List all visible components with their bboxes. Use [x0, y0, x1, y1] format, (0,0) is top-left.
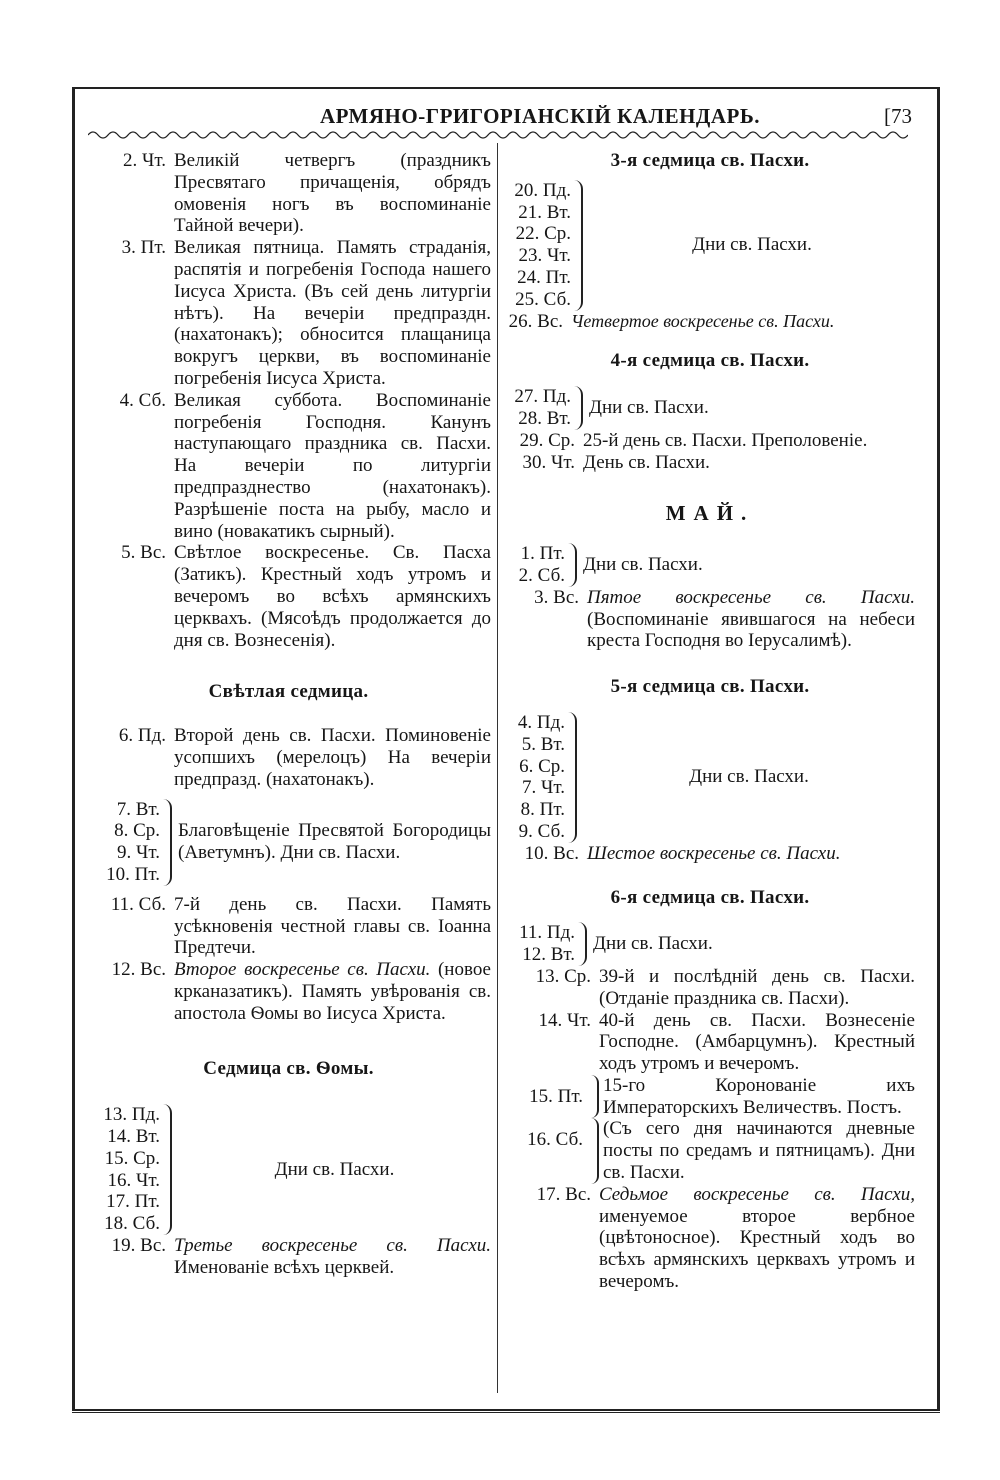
entry-text [599, 1184, 915, 1293]
brace-glyph [565, 543, 577, 587]
page-frame-bottom-rule [72, 1412, 940, 1413]
entry-date: 11. Пд. [519, 922, 575, 944]
column-divider [497, 143, 498, 1393]
group-text: Благовѣщеніе Пресвятой Богородицы (Аветумнъ). Дни св. Пасхи. [178, 820, 491, 864]
brace-glyph [591, 1118, 599, 1183]
entry-date: 8. Пт. [520, 799, 565, 821]
brace-glyph [160, 799, 172, 886]
calendar-entry [505, 843, 915, 865]
calendar-entry [86, 390, 491, 543]
section-heading: Седмица св. Ѳомы. [203, 1058, 374, 1080]
entry-text: Великая суббота. Воспоминаніе погребенія Господня. Канунъ наступающаго праздника св. Пасхи. На вечеріи по литургіи предпразднество (нахатонакъ). Разрѣшеніе поста на рыбу, масло и вино (новакатикъ сырный). [174, 389, 491, 542]
calendar-entry [86, 959, 491, 1024]
entry-date: 10. Вс. [524, 842, 579, 864]
calendar-entry [505, 1184, 915, 1293]
entry-date: 5. Вс. [121, 542, 166, 564]
sunday-title: Пятое воскресенье св. Пасхи. [587, 586, 915, 608]
entry-text: Свѣтлое воскресенье. Св. Пасха (Затикъ). Крестный ходъ утромъ и вечеромъ во всѣхъ армянскихъ церквахъ. (Мясоѣдъ продолжается до дня св. Вознесенія). [174, 542, 491, 651]
date-group [505, 543, 915, 587]
date-group [505, 712, 915, 843]
calendar-entry [505, 452, 915, 474]
entry-date: 13. Ср. [535, 965, 591, 987]
entry-date: 2. Сб. [518, 564, 565, 586]
group-text: Дни св. Пасхи. [689, 766, 809, 788]
entry-date: 2. Чт. [123, 150, 166, 171]
group-text: Дни св. Пасхи. [583, 554, 703, 576]
calendar-entry [505, 1010, 915, 1075]
entry-date: 17. Пт. [106, 1191, 160, 1213]
entry-date: 17. Вс. [536, 1183, 591, 1205]
calendar-entry [86, 725, 491, 790]
entry-date: 6. Ср. [519, 755, 565, 777]
entry-date: 30. Чт. [522, 451, 575, 473]
page-header [80, 104, 930, 130]
brace-glyph [571, 386, 583, 430]
entry-date: 7. Вт. [116, 798, 160, 820]
entry-text-body: Именованіе всѣхъ церквей. [174, 1256, 395, 1278]
section-heading: Свѣтлая седмица. [208, 681, 369, 703]
entry-text: Великая пятница. Память страданія, распятія и погребенія Господа нашего Іисуса Христа. (Въ сей день литургіи нѣтъ). На вечеріи предпраздн. (нахатонакъ); обносится плащаница вокругъ церкви, въ воспоминаніе погребенія Іисуса Христа. [174, 237, 491, 389]
left-column [86, 150, 491, 1279]
entry-text [174, 1235, 491, 1279]
group-dates [505, 180, 571, 311]
entry-date: 20. Пд. [514, 179, 571, 201]
entry-date: 27. Пд. [514, 386, 571, 408]
entry-date: 12. Вс. [111, 959, 166, 981]
group-dates [505, 712, 565, 843]
group-dates [505, 386, 571, 430]
entry-date: 10. Пт. [106, 863, 160, 885]
wavy-rule [88, 129, 908, 141]
entry-date: 4. Пд. [517, 711, 565, 733]
entry-text: 39-й и послѣдній день св. Пасхи. (Отданіе праздника св. Пасхи). [599, 965, 915, 1009]
entry-date: 12. Вт. [522, 944, 575, 966]
brace-glyph [571, 180, 583, 311]
page-number: [73 [884, 104, 912, 128]
calendar-entry [86, 150, 491, 237]
entry-date: 9. Чт. [117, 842, 160, 864]
brace-glyph [575, 922, 587, 966]
group-text: Дни св. Пасхи. [593, 933, 713, 955]
entry-date: 3. Пт. [121, 237, 166, 259]
calendar-entry [86, 894, 491, 959]
entry-date: 21. Вт. [518, 201, 571, 223]
date-group [86, 1104, 491, 1235]
sunday-title: Шестое воскресенье св. Пасхи. [587, 842, 841, 864]
brace-glyph [160, 1104, 172, 1235]
brace-glyph [565, 712, 577, 843]
entry-date: 15. Пт. [529, 1085, 583, 1107]
calendar-entry [505, 430, 915, 452]
calendar-entry [86, 542, 491, 651]
group-text: Дни св. Пасхи. [589, 397, 709, 419]
calendar-entry [505, 587, 915, 652]
entry-text-body: именуемое второе вербное (цвѣтоносное). Крестный ходъ во всѣхъ армянскихъ церквахъ утромъ и вечеромъ. [599, 1205, 915, 1293]
entry-date: 14. Чт. [538, 1009, 591, 1031]
section-heading: 3-я седмица св. Пасхи. [610, 150, 810, 171]
section-heading: 6-я седмица св. Пасхи. [610, 886, 810, 908]
entry-text [174, 959, 491, 1024]
entry-date: 9. Сб. [518, 820, 565, 842]
sunday-title: Второе воскресенье св. Пасхи. [174, 959, 431, 981]
entry-text: 25-й день св. Пасхи. Преполовеніе. [583, 429, 868, 451]
entry-text: Великій четвергъ (праздникъ Пресвятаго причащенія, обрядъ омовенія ногъ въ воспоминаніе Тайной вечери). [174, 150, 491, 237]
brace-glyph [591, 1075, 599, 1119]
entry-date: 24. Пт. [517, 266, 571, 288]
entry-date: 18. Сб. [104, 1213, 160, 1235]
entry-date: 26. Вс. [508, 310, 563, 332]
entry-date: 6. Пд. [118, 725, 166, 747]
entry-date: 1. Пт. [520, 543, 565, 565]
entry-date: 13. Пд. [103, 1104, 160, 1126]
entry-date: 16. Чт. [107, 1169, 160, 1191]
running-title: АРМЯНО-ГРИГОРІАНСКІЙ КАЛЕНДАРЬ. [319, 104, 761, 128]
entry-date: 11. Сб. [110, 893, 166, 915]
entry-text-body: (новое крканазатикъ). Память увѣрованія св. апостола Ѳомы во Іисуса Христа. [174, 959, 491, 1024]
calendar-entry [505, 966, 915, 1010]
entry-text: 15-го Коронованіе ихъ Императорскихъ Величествъ. Постъ. [603, 1074, 915, 1118]
group-dates [86, 799, 160, 886]
entry-date: 29. Ср. [519, 429, 575, 451]
calendar-entry [505, 311, 915, 333]
group-dates [505, 543, 565, 587]
entry-date: 23. Чт. [518, 245, 571, 267]
entry-date: 8. Ср. [114, 820, 160, 842]
entry-date: 28. Вт. [518, 407, 571, 429]
calendar-entry [505, 1075, 915, 1119]
entry-date: 19. Вс. [111, 1235, 166, 1257]
entry-date: 7. Чт. [522, 777, 565, 799]
date-group [505, 180, 915, 311]
month-heading: МАЙ. [665, 501, 755, 526]
entry-date: 4. Сб. [119, 389, 166, 411]
sunday-title: Четвертое воскресенье св. Пасхи. [571, 310, 835, 331]
section-heading: 4-я седмица св. Пасхи. [610, 350, 810, 372]
right-column [505, 150, 915, 1293]
entry-date: 22. Ср. [515, 223, 571, 245]
group-text: Дни св. Пасхи. [692, 234, 812, 256]
entry-date: 14. Вт. [107, 1126, 160, 1148]
calendar-entry [86, 237, 491, 390]
entry-date: 16. Сб. [527, 1129, 583, 1151]
entry-text-body: (Воспоминаніе явившагося на небеси креста Господня во Іерусалимѣ). [587, 608, 915, 652]
sunday-title: Третье воскресенье св. Пасхи. [174, 1235, 491, 1257]
entry-text [587, 587, 915, 652]
entry-text: День св. Пасхи. [583, 451, 710, 473]
group-text: Дни св. Пасхи. [274, 1158, 395, 1180]
entry-date: 25. Сб. [515, 288, 571, 310]
date-group [505, 386, 915, 430]
date-group [86, 799, 491, 886]
sunday-title: Седьмое воскресенье св. Пасхи, [599, 1183, 915, 1205]
entry-text: 40-й день св. Пасхи. Вознесеніе Господне. (Амбарцумнъ). Крестный ходъ утромъ и вечеромъ. [599, 1009, 915, 1075]
calendar-entry [505, 1118, 915, 1183]
group-dates [86, 1104, 160, 1235]
entry-date: 15. Ср. [104, 1147, 160, 1169]
entry-date: 3. Вс. [534, 586, 579, 608]
date-group [505, 922, 915, 966]
group-dates [505, 922, 575, 966]
section-heading: 5-я седмица св. Пасхи. [610, 676, 810, 698]
entry-date: 5. Вт. [521, 733, 565, 755]
entry-text: Второй день св. Пасхи. Поминовеніе усопшихъ (мерелоцъ) На вечеріи предпразд. (нахатонакъ). [174, 725, 491, 790]
calendar-entry [86, 1235, 491, 1279]
entry-text: 7-й день св. Пасхи. Память усѣкновенія честной главы св. Іоанна Предтечи. [174, 893, 491, 959]
entry-text: (Съ сего дня начинаются дневные посты по средамъ и пятницамъ). Дни св. Пасхи. [603, 1118, 915, 1184]
